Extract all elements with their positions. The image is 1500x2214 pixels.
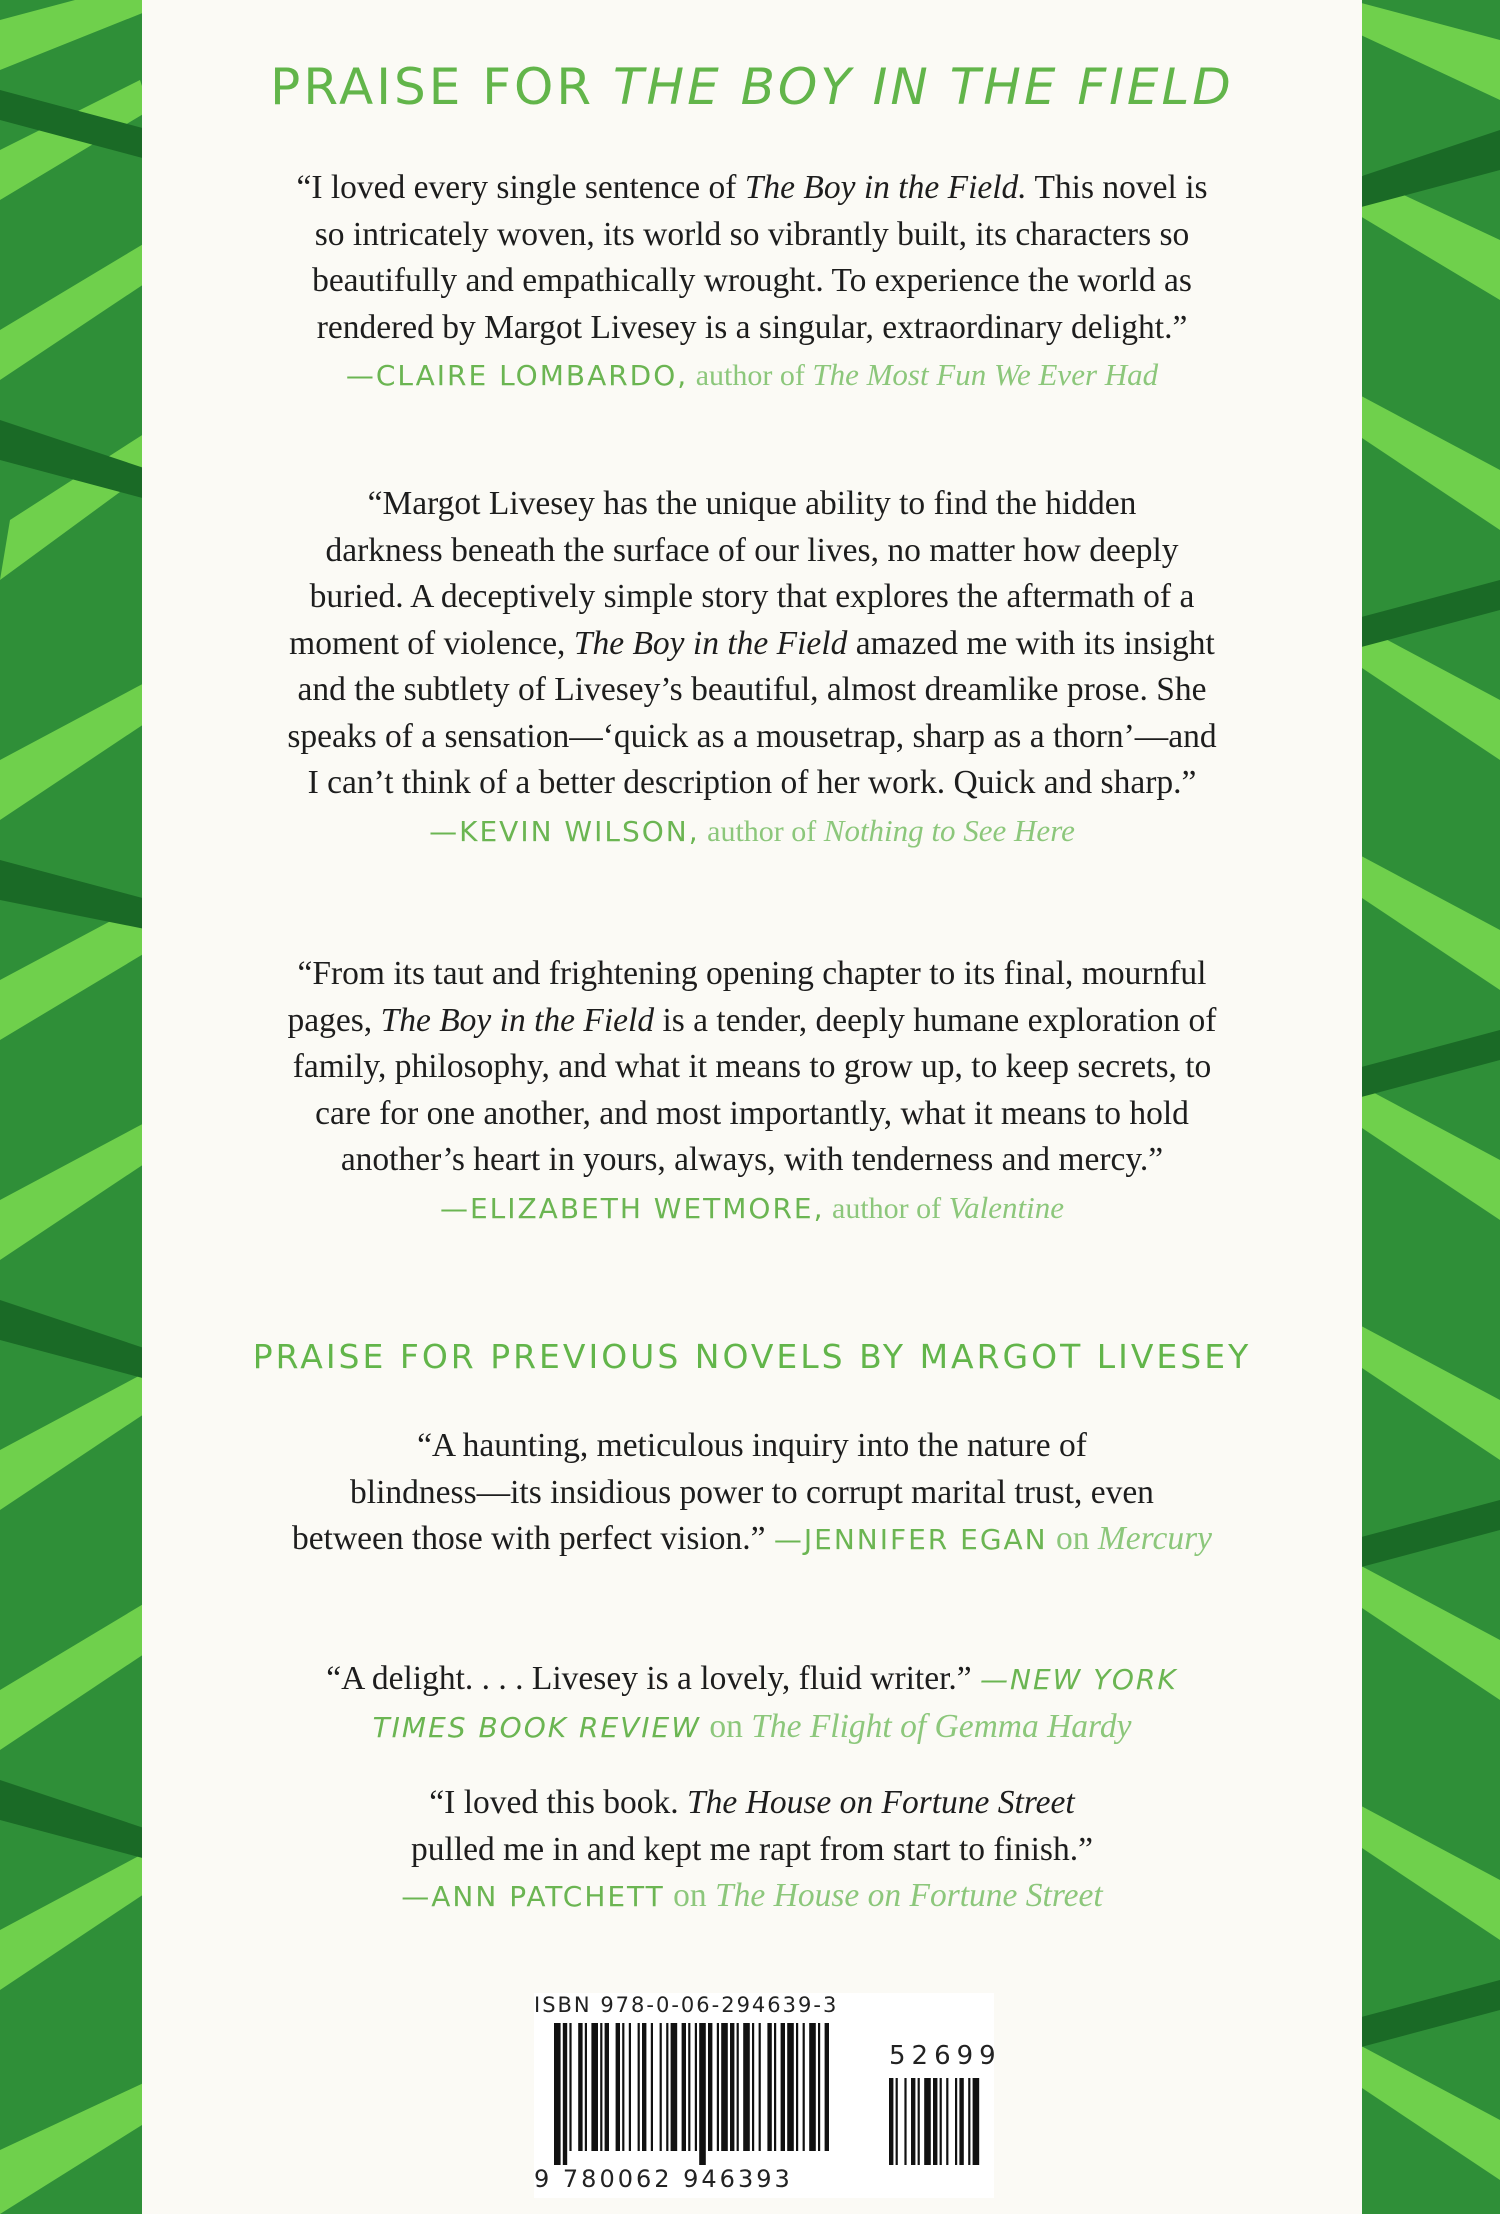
- blurb-line: pulled me in and kept me rapt from start to finish.”: [411, 1830, 1093, 1868]
- price-bar: [940, 2078, 942, 2165]
- barcode-bar: [781, 2023, 785, 2151]
- blurb-line: so intricately woven, its world so vibrantly built, its characters so: [314, 215, 1190, 253]
- barcode-bar: [642, 2023, 646, 2151]
- blurb-wetmore: [182, 951, 1322, 1231]
- barcode-bar: [554, 2023, 561, 2165]
- blurb-line: I can’t think of a better description of her work. Quick and sharp.”: [307, 764, 1197, 801]
- attribution-publication: TIMES BOOK REVIEW: [372, 1710, 701, 1744]
- price-bar: [889, 2078, 893, 2165]
- blurb-line: between those with perfect vision.” —JENNIFER EGAN on Mercury: [292, 1520, 1212, 1557]
- blurb-line: rendered by Margot Livesey is a singular, extraordinary delight.”: [316, 308, 1188, 346]
- barcode-bar: [752, 2023, 754, 2151]
- attribution-work: Valentine: [948, 1189, 1065, 1225]
- attribution-work: The Most Fun We Ever Had: [812, 357, 1159, 392]
- barcode-bar: [616, 2023, 620, 2151]
- price-bar: [959, 2078, 963, 2165]
- barcode-bar: [803, 2023, 805, 2151]
- price-bar: [973, 2078, 980, 2165]
- blurb-lombardo: [182, 165, 1322, 398]
- barcode-bar: [591, 2023, 598, 2151]
- price-bar: [955, 2078, 957, 2165]
- barcode-bar: [578, 2023, 582, 2151]
- blurb-line: TIMES BOOK REVIEW on The Flight of Gemma Hardy: [372, 1707, 1132, 1745]
- price-code: 52699: [889, 2041, 1002, 2071]
- price-bar: [896, 2078, 898, 2165]
- attribution-name: —CLAIRE LOMBARDO,: [345, 359, 689, 392]
- barcode-bar: [695, 2023, 697, 2151]
- barcode-bar: [774, 2023, 776, 2151]
- barcode-bar: [629, 2023, 631, 2151]
- price-bar: [946, 2078, 948, 2165]
- attribution: [182, 353, 1322, 398]
- attribution-role: author of: [688, 359, 813, 392]
- barcode-bar: [666, 2023, 668, 2151]
- right-leaf-border: [1350, 0, 1500, 2214]
- barcode-digits: 9 780062 946393: [534, 2165, 793, 2193]
- attribution-work: The House on Fortune Street: [715, 1877, 1103, 1914]
- attribution-role: author of: [824, 1191, 949, 1225]
- barcode-bar: [708, 2023, 712, 2151]
- barcode-bar: [605, 2023, 609, 2151]
- barcode-bar: [767, 2023, 771, 2151]
- blurb-line: “Margot Livesey has the unique ability to find the hidden: [367, 485, 1137, 522]
- attribution-name: —KEVIN WILSON,: [429, 814, 700, 848]
- blurb-line: buried. A deceptively simple story that explores the aftermath of a: [309, 578, 1195, 615]
- barcode-bar: [796, 2023, 798, 2151]
- blurb-line: beautifully and empathically wrought. To experience the world as: [312, 262, 1192, 299]
- blurb-line: “I loved every single sentence of The Boy in the Field. This novel is: [296, 169, 1208, 206]
- barcode-bar: [600, 2023, 602, 2151]
- attribution: [182, 809, 1322, 854]
- blurb-line: “A haunting, meticulous inquiry into the nature of: [417, 1427, 1087, 1464]
- blurb-line: moment of violence, The Boy in the Field amazed me with its insight: [289, 624, 1215, 662]
- left-leaf-border: [0, 0, 150, 2214]
- blurb-egan: [182, 1423, 1322, 1564]
- blurb-line: “From its taut and frightening opening chapter to its final, mournful: [297, 955, 1207, 992]
- blurb-line: care for one another, and most importantly, what it means to hold: [315, 1094, 1189, 1132]
- barcode-bar: [825, 2023, 829, 2151]
- barcode-bar: [585, 2023, 587, 2151]
- barcode-bar: [651, 2023, 653, 2151]
- heading-prefix: PRAISE FOR: [270, 58, 613, 116]
- barcode-bar: [818, 2023, 820, 2151]
- blurb-wilson: [182, 481, 1322, 854]
- blurb-line: “A delight. . . . Livesey is a lovely, fluid writer.” —NEW YORK: [326, 1660, 1178, 1697]
- price-bar: [918, 2078, 920, 2165]
- attribution-name: —ELIZABETH WETMORE,: [439, 1191, 825, 1225]
- price-bar: [924, 2078, 931, 2165]
- price-bar: [911, 2078, 915, 2165]
- barcode-bar: [699, 2023, 706, 2165]
- isbn-barcode: [534, 1993, 1002, 2198]
- leaf-pattern-right: [1350, 0, 1500, 2214]
- blurb-line: speaks of a sensation—‘quick as a mousetrap, sharp as a thorn’—and: [287, 717, 1217, 755]
- barcode-bar: [563, 2023, 567, 2165]
- attribution-work: The Flight of Gemma Hardy: [751, 1707, 1132, 1745]
- blurb-line: —ANN PATCHETT on The House on Fortune Street: [401, 1877, 1103, 1914]
- price-bar: [904, 2078, 906, 2165]
- barcode-bar: [730, 2023, 734, 2151]
- blurb-line: blindness—its insidious power to corrupt marital trust, even: [350, 1473, 1154, 1511]
- blurb-line: family, philosophy, and what it means to grow up, to keep secrets, to: [292, 1048, 1212, 1085]
- heading-praise-current: [142, 58, 1362, 116]
- barcode-bar: [682, 2023, 686, 2151]
- back-cover-panel: [142, 0, 1362, 2214]
- barcode-bar: [787, 2023, 794, 2151]
- barcode-bar: [688, 2023, 690, 2151]
- attribution-work: Mercury: [1097, 1520, 1212, 1557]
- barcode-bar: [743, 2023, 750, 2151]
- leaf-pattern-left: [0, 0, 150, 2214]
- barcode-bar: [717, 2023, 719, 2151]
- attribution-role: author of: [699, 814, 824, 848]
- barcode-bar: [737, 2023, 739, 2151]
- blurb-nytbr: [182, 1656, 1322, 1751]
- isbn-label: ISBN 978-0-06-294639-3: [534, 1993, 839, 2017]
- blurb-line: “I loved this book. The House on Fortune Street: [429, 1784, 1075, 1821]
- blurb-patchett: [182, 1780, 1322, 1921]
- attribution-name: —ANN PATCHETT: [401, 1880, 665, 1913]
- attribution-work: Nothing to See Here: [823, 812, 1075, 848]
- barcode-bar: [638, 2023, 640, 2151]
- blurb-line: darkness beneath the surface of our lives, no matter how deeply: [325, 531, 1179, 569]
- barcode-bar: [671, 2023, 678, 2151]
- barcode-bar: [759, 2023, 761, 2151]
- barcode-bar: [660, 2023, 662, 2151]
- barcode-bar: [622, 2023, 624, 2151]
- blurb-line: and the subtlety of Livesey’s beautiful, almost dreamlike prose. She: [297, 671, 1207, 708]
- barcode-bar: [569, 2023, 571, 2151]
- price-bar: [968, 2078, 970, 2165]
- blurb-line: pages, The Boy in the Field is a tender, deeply humane exploration of: [287, 1001, 1217, 1039]
- heading-praise-previous: PRAISE FOR PREVIOUS NOVELS BY MARGOT LIVESEY: [252, 1337, 1252, 1376]
- barcode-bar: [721, 2023, 728, 2151]
- attribution: [182, 1186, 1322, 1231]
- heading-book-title: THE BOY IN THE FIELD: [612, 58, 1234, 116]
- attribution-name: —JENNIFER EGAN: [773, 1523, 1048, 1556]
- barcode-bar: [809, 2023, 816, 2151]
- price-bar: [933, 2078, 937, 2165]
- attribution-publication: —NEW YORK: [980, 1663, 1178, 1696]
- blurb-line: another’s heart in yours, always, with tenderness and mercy.”: [340, 1141, 1164, 1178]
